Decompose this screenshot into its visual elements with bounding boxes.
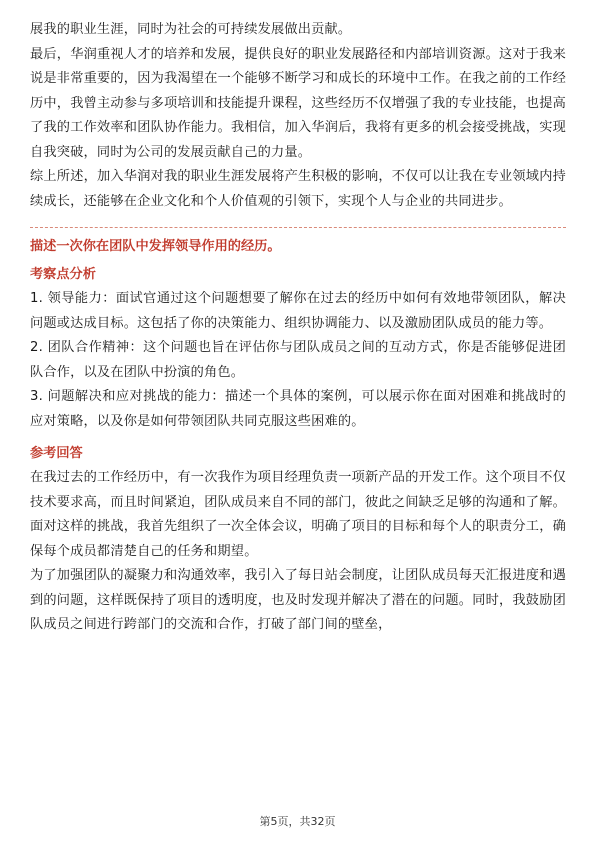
- answer-paragraph-2: 为了加强团队的凝聚力和沟通效率，我引入了每日站会制度，让团队成员每天汇报进度和遇到的问题，这样既保持了项目的透明度，也及时发现并解决了潜在的问题。同时，我鼓励团队成员之间进行跨部门的交流和合作，打破了部门间的壁垒，: [30, 568, 566, 632]
- document-page: [30, 18, 566, 638]
- intro-paragraph-3: 综上所述，加入华润对我的职业生涯发展将产生积极的影响，不仅可以让我在专业领域内持续成长，还能够在企业文化和个人价值观的引领下，实现个人与企业的共同进步。: [30, 169, 566, 209]
- analysis-point-1: 1. 领导能力：面试官通过这个问题想要了解你在过去的经历中如何有效地带领团队，解决问题或达成目标。这包括了你的决策能力、组织协调能力、以及激励团队成员的能力等。: [30, 291, 566, 331]
- analysis-point-3: 3. 问题解决和应对挑战的能力：描述一个具体的案例，可以展示你在面对困难和挑战时的应对策略，以及你是如何带领团队共同克服这些困难的。: [30, 389, 566, 429]
- page-number-footer: 第5页，共32页: [259, 815, 336, 828]
- intro-paragraph-1: 展我的职业生涯，同时为社会的可持续发展做出贡献。: [30, 22, 352, 37]
- analysis-heading: 考察点分析: [30, 267, 96, 282]
- analysis-point-2: 2. 团队合作精神：这个问题也旨在评估你与团队成员之间的互动方式，你是否能够促进团队合作，以及在团队中扮演的角色。: [30, 340, 566, 380]
- interview-question: 描述一次你在团队中发挥领导作用的经历。: [30, 239, 281, 254]
- answer-heading: 参考回答: [30, 446, 83, 461]
- answer-paragraph-1: 在我过去的工作经历中，有一次我作为项目经理负责一项新产品的开发工作。这个项目不仅技术要求高，而且时间紧迫，团队成员来自不同的部门，彼此之间缺乏足够的沟通和了解。面对这样的挑战，我首先组织了一次全体会议，明确了项目的目标和每个人的职责分工，确保每个成员都清楚自己的任务和期望。: [30, 470, 566, 559]
- intro-paragraph-2: 最后，华润重视人才的培养和发展，提供良好的职业发展路径和内部培训资源。这对于我来说是非常重要的，因为我渴望在一个能够不断学习和成长的环境中工作。在我之前的工作经历中，我曾主动参与多项培训和技能提升课程，这些经历不仅增强了我的专业技能，也提高了我的工作效率和团队协作能力。我相信，加入华润后，我将有更多的机会接受挑战，实现自我突破，同时为公司的发展贡献自己的力量。: [30, 46, 566, 160]
- section-divider: [30, 227, 566, 228]
